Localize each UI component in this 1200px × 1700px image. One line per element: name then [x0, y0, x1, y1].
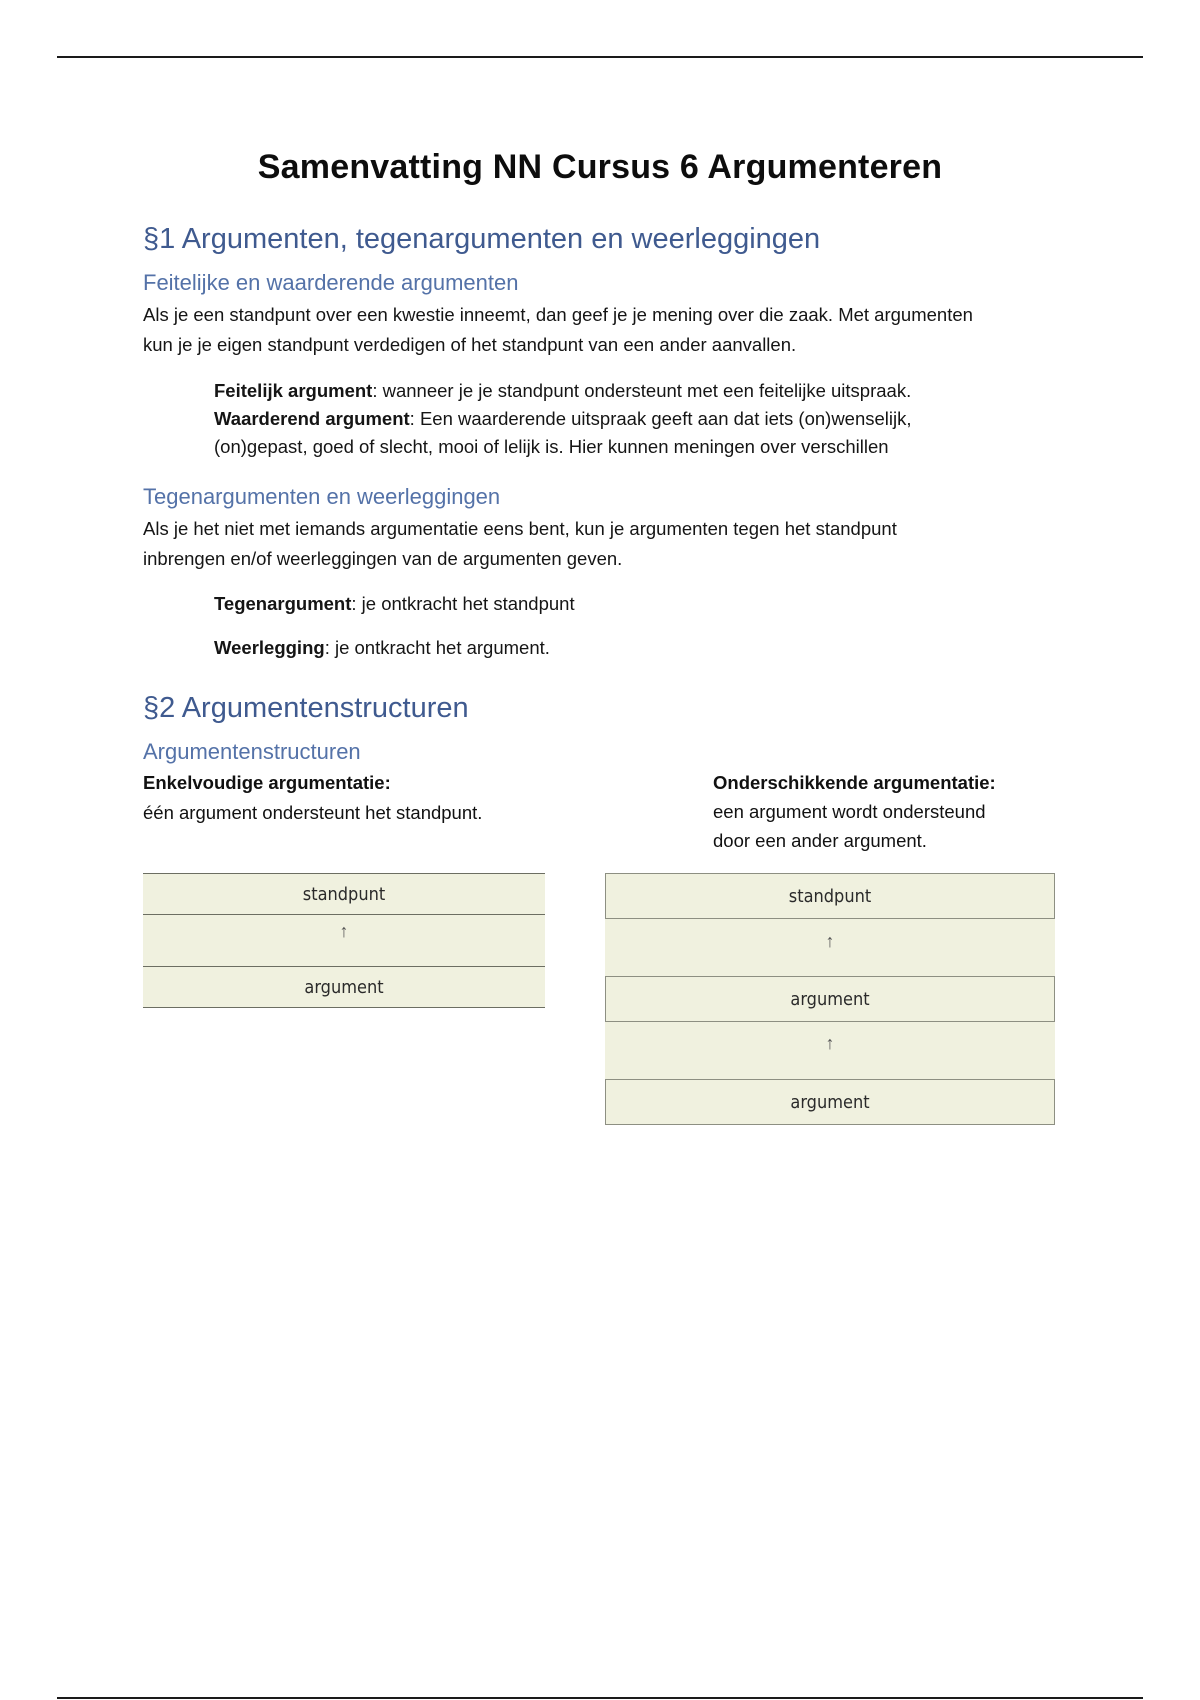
section1-heading: §1 Argumenten, tegenargumenten en weerleggingen: [143, 223, 821, 255]
definition-text: : wanneer je je standpunt ondersteunt met een feitelijke uitspraak.: [372, 380, 912, 401]
definition-text: : je ontkracht het argument.: [324, 637, 550, 658]
term: Waarderend argument: [214, 408, 410, 429]
definition-feitelijk: [214, 377, 1044, 405]
term: Tegenargument: [214, 593, 352, 614]
description-text: door een ander argument.: [713, 830, 927, 851]
sub-heading-tegenargumenten: Tegenargumenten en weerleggingen: [143, 484, 501, 509]
arrow-up-icon: ↑: [825, 931, 835, 951]
standpunt-box: standpunt: [143, 873, 545, 915]
para-line: Als je een standpunt over een kwestie inneemt, dan geef je je mening over die zaak. Met argumenten: [143, 304, 973, 325]
definition-tegenargument: [214, 590, 1044, 618]
description-text: één argument ondersteunt het standpunt.: [143, 802, 483, 823]
definition-waarderend: [214, 405, 1044, 433]
para-line: inbrengen en/of weerleggingen van de argumenten geven.: [143, 548, 623, 569]
definition-text-cont: (on)gepast, goed of slecht, mooi of lelijk is. Hier kunnen meningen over verschillen: [214, 436, 889, 457]
diagram-onderschikkend: [605, 873, 1055, 1125]
para-line: Als je het niet met iemands argumentatie eens bent, kun je argumenten tegen het standpunt: [143, 518, 897, 539]
onderschikkend-description: [713, 768, 1113, 855]
arrow-up-icon: ↑: [339, 921, 349, 941]
definition-text: : je ontkracht het standpunt: [351, 593, 575, 614]
term: Feitelijk argument: [214, 380, 373, 401]
term: Onderschikkende argumentatie:: [713, 772, 996, 793]
argument-box: argument: [143, 966, 545, 1008]
argument-box: argument: [605, 976, 1055, 1022]
header-rule: [57, 56, 1143, 58]
definition-weerlegging: [214, 634, 1044, 662]
intro-paragraph: [143, 300, 1073, 360]
term: Weerlegging: [214, 637, 325, 658]
term: Enkelvoudige argumentatie:: [143, 772, 391, 793]
tegen-paragraph: [143, 514, 1073, 574]
arrow-up-icon: ↑: [825, 1033, 835, 1053]
page-title: Samenvatting NN Cursus 6 Argumenteren: [257, 148, 943, 186]
description-text: een argument wordt ondersteund: [713, 801, 986, 822]
standpunt-box: standpunt: [605, 873, 1055, 919]
argument-box: argument: [605, 1079, 1055, 1125]
section2-heading: §2 Argumentenstructuren: [143, 692, 469, 724]
diagram-enkelvoudig: [143, 873, 545, 1007]
definition-block: [214, 377, 1044, 461]
enkelvoudig-description: [143, 768, 623, 828]
para-line: kun je je eigen standpunt verdedigen of het standpunt van een ander aanvallen.: [143, 334, 797, 355]
sub-heading-feitelijke: Feitelijke en waarderende argumenten: [143, 270, 519, 295]
footer-rule: [57, 1697, 1143, 1699]
sub-heading-argumentenstructuren: Argumentenstructuren: [143, 739, 361, 764]
definition-text: : Een waarderende uitspraak geeft aan dat iets (on)wenselijk,: [409, 408, 912, 429]
